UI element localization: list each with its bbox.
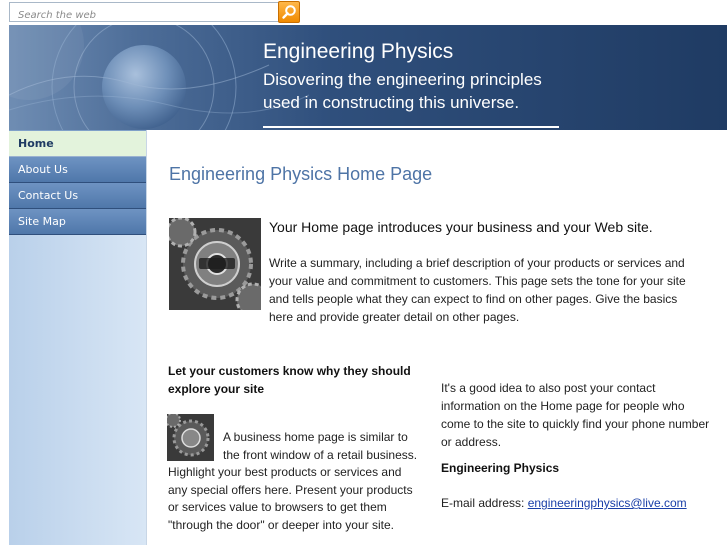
site-banner — [9, 25, 727, 130]
contact-heading: Engineering Physics — [441, 461, 560, 475]
search-icon — [281, 4, 297, 20]
sidebar-item-about-us[interactable]: About Us — [9, 157, 146, 183]
email-link[interactable]: engineeringphysics@live.com — [527, 496, 687, 510]
page-title: Engineering Physics Home Page — [169, 164, 433, 184]
site-tagline: Disovering the engineering principles used in constructing this universe. — [263, 70, 542, 112]
search-box — [9, 2, 279, 22]
sidebar-item-home[interactable]: Home — [9, 131, 146, 157]
search-button[interactable] — [278, 1, 300, 23]
main-content — [146, 130, 727, 545]
contact-paragraph: It's a good idea to also post your contact information on the Home page for people who come to the site to quickly find your phone number or address. — [441, 381, 710, 449]
site-title: Engineering Physics — [263, 40, 454, 63]
sidebar-item-site-map[interactable]: Site Map — [9, 209, 146, 235]
search-input[interactable] — [10, 7, 278, 25]
banner-divider — [263, 126, 559, 128]
gears-image — [169, 218, 261, 310]
contact-email — [441, 496, 687, 510]
section-paragraph — [168, 429, 420, 534]
sidebar — [9, 130, 146, 545]
email-label: E-mail address: — [441, 496, 528, 510]
sidebar-item-contact-us[interactable]: Contact Us — [9, 183, 146, 209]
intro-paragraph: Write a summary, including a brief description of your products or services and your value and commitment to customers. This page sets the tone for your site and tells people what they can expect to find on other pages. Give the basics here and provide greater detail on other pages. — [269, 256, 686, 324]
search-bar — [0, 0, 727, 25]
section-heading: Let your customers know why they should explore your site — [168, 364, 411, 396]
intro-heading: Your Home page introduces your business and your Web site. — [269, 219, 653, 235]
section-paragraph-text: A business home page is similar to the front window of a retail business. Highlight your best products or services and any special offers here. Present your products or services value to browsers to get them "through the door" or deeper into your site. — [168, 430, 418, 532]
